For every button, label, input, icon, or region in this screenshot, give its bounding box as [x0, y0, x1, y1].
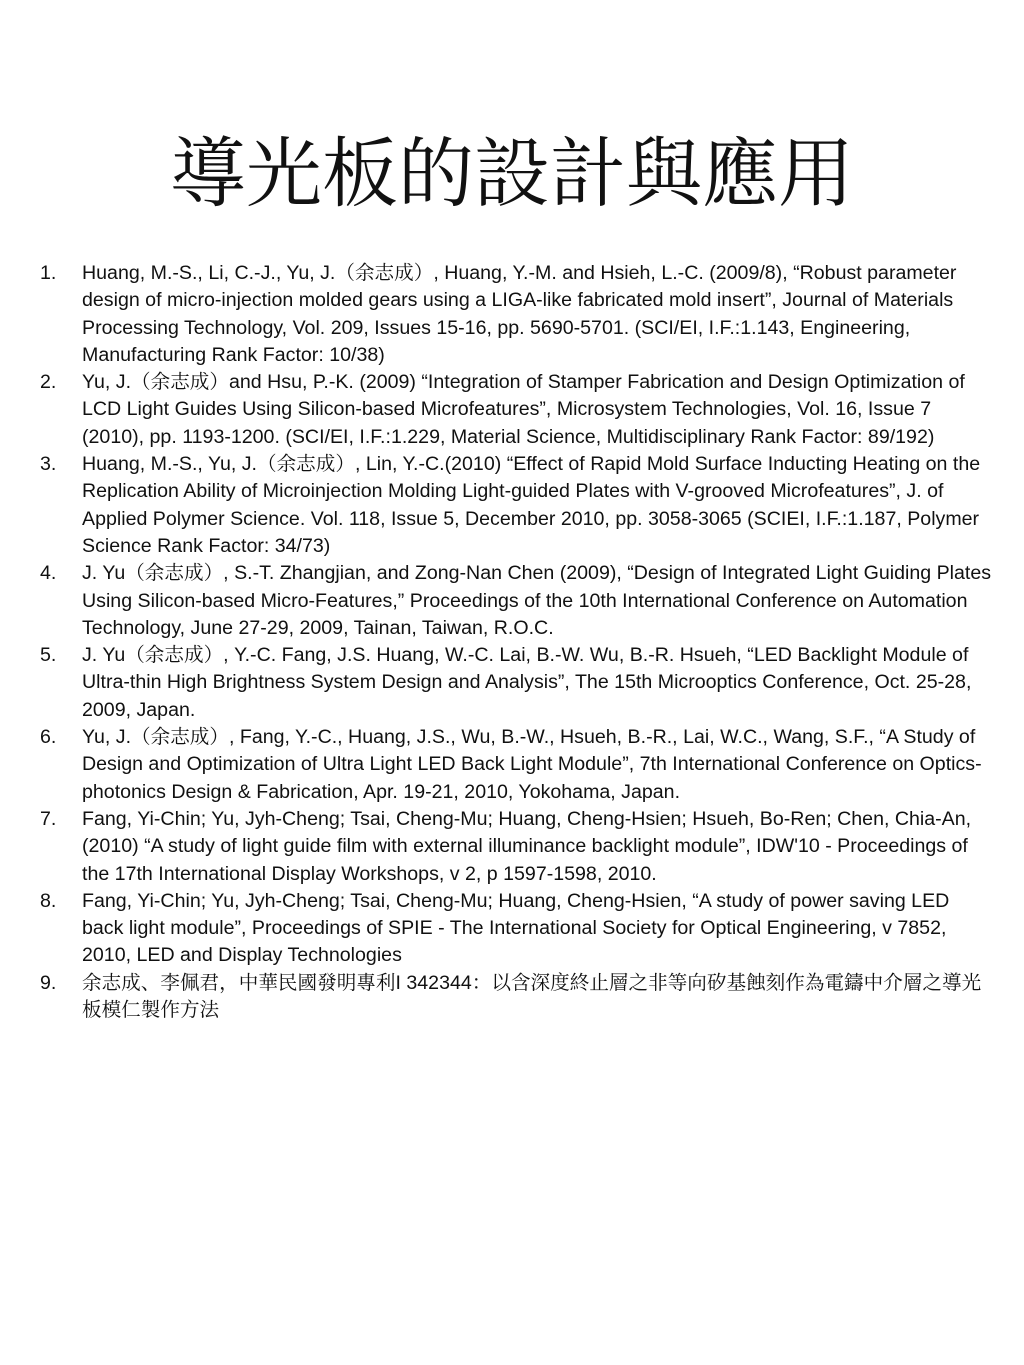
reference-number: 6.	[40, 726, 57, 749]
reference-text: Huang, M.-S., Yu, J.（余志成）, Lin, Y.-C.(2010) “Effect of Rapid Mold Surface Inducting Heating on the Replication Ability of Microinjection Molding Light-guided Plates with V-grooved Microfeatures”, J. of Applied Polymer Science. Vol. 118, Issue 5, December 2010, pp. 3058-3065 (SCIEI, I.F.:1.187, Polymer Science Rank Factor: 34/73)	[82, 453, 981, 557]
reference-list	[40, 260, 995, 1024]
reference-item	[40, 642, 995, 724]
reference-number: 1.	[40, 262, 57, 284]
reference-number: 8.	[40, 889, 57, 912]
reference-item	[40, 451, 995, 560]
reference-number: 4.	[40, 562, 57, 585]
reference-number: 3.	[40, 453, 57, 476]
reference-text: Fang, Yi-Chin; Yu, Jyh-Cheng; Tsai, Cheng-Mu; Huang, Cheng-Hsien; Hsueh, Bo-Ren; Chen, Chia-An, (2010) “A study of light guide film with external illuminance backlight module”, IDW'10 - Proceedings of the 17th International Display Workshops, v 2, p 1597-1598, 2010.	[82, 807, 972, 885]
reference-text: J. Yu（余志成）, Y.-C. Fang, J.S. Huang, W.-C. Lai, B.-W. Wu, B.-R. Hsueh, “LED Backlight Module of Ultra-thin High Brightness System Design and Analysis”, The 15th Microoptics Conference, Oct. 25-28, 2009, Japan.	[82, 644, 972, 721]
reference-text: 余志成、李佩君，中華民國發明專利I 342344：以含深度終止層之非等向矽基蝕刻作為電鑄中介層之導光板模仁製作方法	[82, 971, 982, 1022]
reference-item	[40, 369, 995, 451]
reference-item	[40, 724, 995, 806]
reference-number: 7.	[40, 807, 57, 830]
reference-text: J. Yu（余志成）, S.-T. Zhangjian, and Zong-Nan Chen (2009), “Design of Integrated Light Guiding Plates Using Silicon-based Micro-Features,” Proceedings of the 10th International Conference on Automation Technology, June 27-29, 2009, Tainan, Taiwan, R.O.C.	[82, 562, 992, 639]
reference-number: 9.	[40, 971, 57, 994]
reference-item	[40, 806, 995, 888]
reference-item	[40, 260, 995, 369]
reference-text: Yu, J.（余志成）, Fang, Y.-C., Huang, J.S., Wu, B.-W., Hsueh, B.-R., Lai, W.C., Wang, S.F., “A Study of Design and Optimization of Ultra Light LED Back Light Module”, 7th International Conference on Optics-photonics Design & Fabrication, Apr. 19-21, 2010, Yokohama, Japan.	[82, 726, 982, 803]
reference-text: Yu, J.（余志成）and Hsu, P.-K. (2009) “Integration of Stamper Fabrication and Design Optimization of LCD Light Guides Using Silicon-based Microfeatures”, Microsystem Technologies, Vol. 16, Issue 7 (2010), pp. 1193-1200. (SCI/EI, I.F.:1.229, Material Science, Multidisciplinary Rank Factor: 89/192)	[82, 371, 965, 448]
reference-number: 5.	[40, 644, 57, 667]
reference-item	[40, 560, 995, 642]
page-title: 導光板的設計與應用	[170, 129, 854, 218]
reference-number: 2.	[40, 371, 57, 394]
reference-text: Huang, M.-S., Li, C.-J., Yu, J.（余志成）, Huang, Y.-M. and Hsieh, L.-C. (2009/8), “Robust parameter design of micro-injection molded gears using a LIGA-like fabricated mold insert”, Journal of Materials Processing Technology, Vol. 209, Issues 15-16, pp. 5690-5701. (SCI/EI, I.F.:1.143, Engineering, Manufacturing Rank Factor: 10/38)	[82, 262, 957, 366]
reference-item	[40, 970, 995, 1025]
reference-text: Fang, Yi-Chin; Yu, Jyh-Cheng; Tsai, Cheng-Mu; Huang, Cheng-Hsien, “A study of power saving LED back light module”, Proceedings of SPIE - The International Society for Optical Engineering, v 7852, 2010, LED and Display Technologies	[82, 889, 950, 967]
reference-item	[40, 888, 995, 970]
